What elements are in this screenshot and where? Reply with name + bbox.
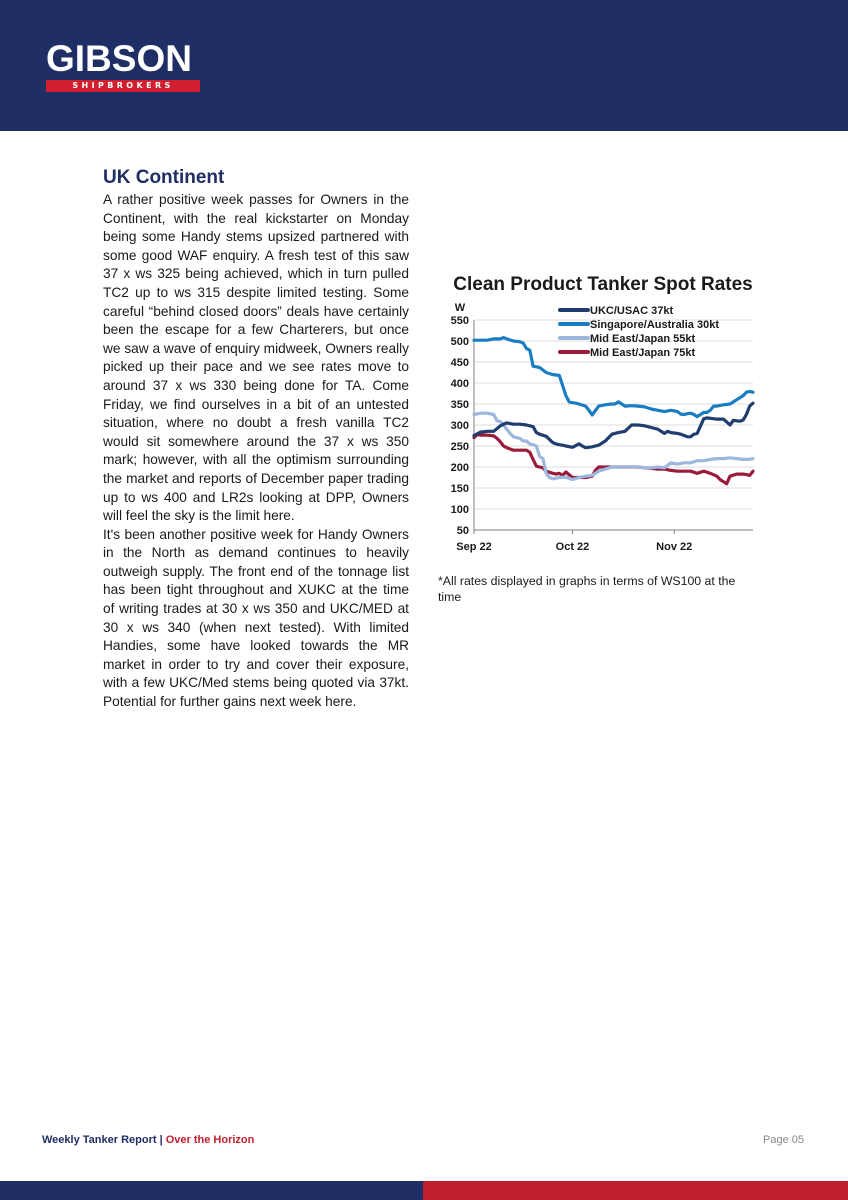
y-tick-label: 400 — [450, 378, 469, 390]
logo-wordmark: GIBSON — [46, 38, 192, 79]
footer-report-name: Weekly Tanker Report — [42, 1134, 157, 1146]
chart-footnote: *All rates displayed in graphs in terms of WS100 at the time — [438, 574, 736, 604]
page-number: Page 05 — [763, 1134, 804, 1146]
uk-continent-section — [103, 166, 409, 712]
y-tick-label: 450 — [450, 357, 469, 369]
y-tick-label: 500 — [450, 336, 469, 348]
y-tick-label: 150 — [450, 483, 469, 495]
header-banner — [0, 0, 848, 131]
legend-label: Mid East/Japan 55kt — [590, 333, 696, 345]
x-tick-label: Oct 22 — [555, 541, 590, 553]
section-paragraph-1: A rather positive week passes for Owners in the Continent, with the real kickstarter on Monday being some Handy stems upsized partnered with some good WAF enquiry. A fresh test of this saw 37 x ws 325 being achieved, which in turn pulled TC2 up to ws 315 despite limited testing. Some careful “behind closed doors” deals have certainly been the escape for a few Charterers, but once we saw a wave of enquiry midweek, Owners really picked up their pace and we see rates move to around 37 x ws 330 being done for TA. Come Friday, we find ourselves in a bit of an untested situation, where no doubt a fresh vanilla TC2 would sit somewhere around the 37 x ws 350 mark; however, with all the optimism surrounding the market and reports of December paper trading up to ws 400 and LR2s looking at DPP, Owners will feel the sky is the limit here. — [103, 192, 409, 524]
gibson-logo — [46, 40, 202, 92]
chart-title: Clean Product Tanker Spot Rates — [453, 274, 753, 295]
y-tick-label: 300 — [450, 420, 469, 432]
legend-label: Mid East/Japan 75kt — [590, 347, 696, 359]
y-tick-label: 550 — [450, 315, 469, 327]
y-tick-label: 50 — [456, 525, 469, 537]
x-tick-label: Sep 22 — [456, 541, 492, 553]
legend-label: UKC/USAC 37kt — [590, 305, 674, 317]
legend-label: Singapore/Australia 30kt — [590, 319, 719, 331]
section-paragraph-2: It's been another positive week for Handy Owners in the North as demand continues to heavily outweigh supply. The front end of the tonnage list has been tight throughout and XUKC at the time of writing trades at 30 x ws 350 and UKC/MED at 30 x ws 340 (when next tested). With limited Handies, some have looked towards the MR market in order to try and cover their exposure, with a few UKC/Med stems being quoted via 37kt. Potential for further gains next week here. — [103, 526, 409, 710]
bottom-bar-red — [423, 1181, 848, 1200]
logo-subtitle: SHIPBROKERS — [46, 80, 200, 92]
footer-separator: | — [159, 1134, 163, 1146]
y-tick-label: 350 — [450, 399, 469, 411]
x-tick-label: Nov 22 — [656, 541, 693, 553]
y-tick-label: 200 — [450, 462, 469, 474]
y-tick-label: 250 — [450, 441, 469, 453]
spot-rates-chart — [438, 270, 768, 560]
bottom-bar-navy — [0, 1181, 423, 1200]
y-tick-label: 100 — [450, 504, 469, 516]
y-axis-label: W — [454, 302, 466, 314]
footer-subtitle: Over the Horizon — [165, 1134, 255, 1146]
chart-plot — [438, 270, 768, 560]
footer-report-title — [42, 1134, 254, 1146]
section-title: UK Continent — [103, 167, 225, 188]
